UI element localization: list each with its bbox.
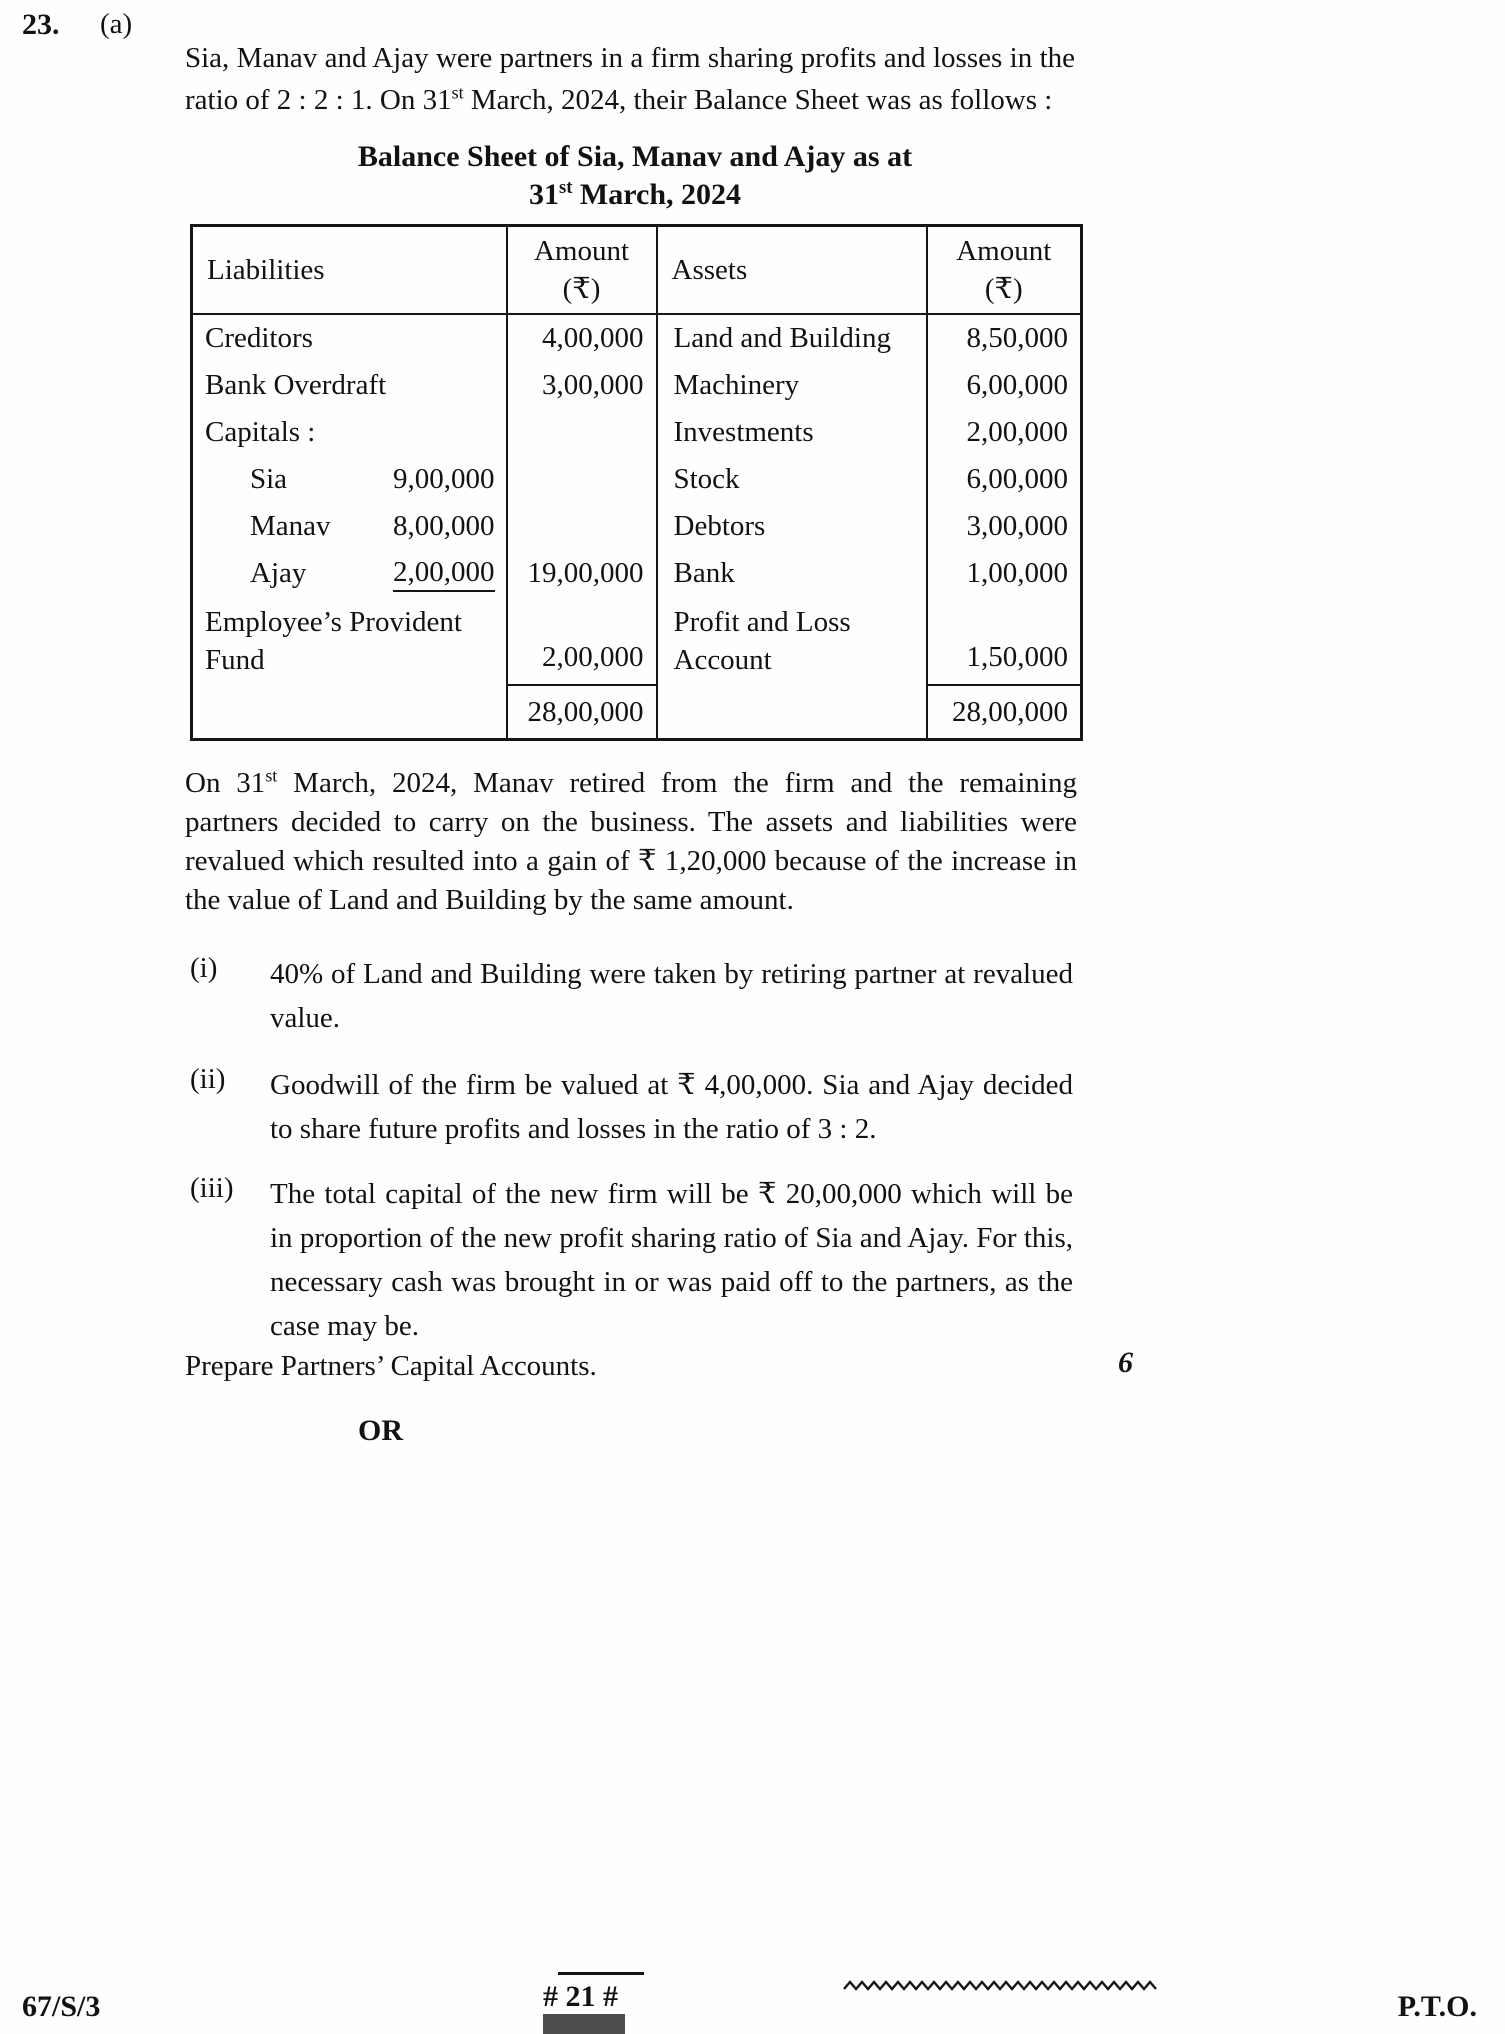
liability-amount-cell: 19,00,000 bbox=[507, 550, 657, 597]
capital-sub-row bbox=[205, 510, 505, 543]
capital-sub-row bbox=[205, 463, 505, 496]
header-amount-left bbox=[507, 226, 657, 315]
partner-capital-amount: 8,00,000 bbox=[393, 510, 495, 542]
liability-cell bbox=[192, 503, 507, 550]
liability-cell bbox=[192, 550, 507, 597]
table-total-row bbox=[192, 685, 1082, 740]
asset-amount-cell: 6,00,000 bbox=[927, 362, 1082, 409]
marks-value: 6 bbox=[1118, 1346, 1133, 1379]
liability-amount-cell: 2,00,000 bbox=[507, 597, 657, 685]
liability-amount-cell: 4,00,000 bbox=[507, 314, 657, 362]
retirement-paragraph bbox=[185, 764, 1077, 920]
table-row bbox=[192, 409, 1082, 456]
ordinal-superscript: st bbox=[451, 82, 464, 103]
partner-capital-amount: 9,00,000 bbox=[393, 463, 495, 495]
asset-cell: Land and Building bbox=[657, 314, 927, 362]
page-number-rule bbox=[558, 1972, 644, 1975]
pto-label: P.T.O. bbox=[1397, 1990, 1477, 2023]
title-date-cont: March, 2024 bbox=[572, 178, 742, 211]
rupee-symbol: (₹) bbox=[562, 273, 601, 305]
table-row bbox=[192, 314, 1082, 362]
liability-cell: Bank Overdraft bbox=[205, 369, 387, 401]
or-separator: OR bbox=[358, 1414, 403, 1447]
condition-ii-label: (ii) bbox=[190, 1063, 226, 1095]
condition-i-label: (i) bbox=[190, 952, 218, 984]
liability-cell: Employee’s Provident Fund bbox=[205, 606, 462, 676]
page-number: # 21 # bbox=[543, 1980, 618, 2013]
intro-text-cont: March, 2024, their Balance Sheet was as follows : bbox=[463, 84, 1053, 116]
partner-capital-amount: 2,00,000 bbox=[393, 556, 495, 592]
assets-total-cell: 28,00,000 bbox=[927, 685, 1082, 740]
partner-name: Manav bbox=[250, 510, 331, 542]
paragraph-text-cont: March, 2024, Manav retired from the firm and the remaining partners decided to carry on the business. The assets and liabilities were revalued which resulted into a gain of ₹ 1,20,000 because of the increase in the value of Land and Building by the same amount. bbox=[185, 767, 1077, 916]
liabilities-total-cell: 28,00,000 bbox=[507, 685, 657, 740]
asset-amount-cell: 6,00,000 bbox=[927, 456, 1082, 503]
liability-cell: Creditors bbox=[205, 322, 313, 354]
question-number: 23. bbox=[22, 8, 60, 41]
instruction-text: Prepare Partners’ Capital Accounts. bbox=[185, 1350, 597, 1382]
header-liabilities: Liabilities bbox=[192, 226, 507, 315]
capital-sub-row bbox=[205, 556, 505, 592]
scan-artifact-block bbox=[543, 2014, 625, 2034]
asset-cell-empty bbox=[657, 685, 927, 740]
condition-ii-text: Goodwill of the firm be valued at ₹ 4,00,000. Sia and Ajay decided to share future profits and losses in the ratio of 3 : 2. bbox=[270, 1069, 1073, 1145]
condition-iii-text: The total capital of the new firm will be ₹ 20,00,000 which will be in proportion of the new profit sharing ratio of Sia and Ajay. For this, necessary cash was brought in or was paid off to the partners, as the case may be. bbox=[270, 1178, 1073, 1342]
balance-sheet-table bbox=[190, 224, 1083, 741]
squiggle-line bbox=[843, 1976, 1157, 1994]
rupee-symbol: (₹) bbox=[984, 273, 1023, 305]
asset-amount-cell: 1,00,000 bbox=[927, 550, 1082, 597]
asset-cell: Debtors bbox=[657, 503, 927, 550]
liability-amount-cell: 3,00,000 bbox=[507, 362, 657, 409]
paper-code: 67/S/3 bbox=[22, 1990, 101, 2023]
table-row bbox=[192, 456, 1082, 503]
table-row bbox=[192, 597, 1082, 685]
asset-cell: Machinery bbox=[657, 362, 927, 409]
question-intro bbox=[185, 37, 1075, 121]
balance-sheet-title bbox=[190, 138, 1080, 214]
header-amount-label: Amount bbox=[956, 235, 1052, 267]
liability-cell: Capitals : bbox=[205, 416, 316, 448]
asset-cell: Profit and Loss Account bbox=[657, 597, 927, 685]
partner-name: Sia bbox=[250, 463, 288, 495]
liability-cell bbox=[192, 456, 507, 503]
header-assets: Assets bbox=[657, 226, 927, 315]
liability-amount-cell bbox=[507, 456, 657, 503]
balance-sheet-title-line1: Balance Sheet of Sia, Manav and Ajay as at bbox=[357, 140, 913, 173]
asset-amount-cell: 2,00,000 bbox=[927, 409, 1082, 456]
table-header-row bbox=[192, 226, 1082, 315]
paragraph-text: On 31 bbox=[185, 767, 266, 799]
asset-cell: Stock bbox=[657, 456, 927, 503]
title-date: 31 bbox=[528, 178, 559, 211]
liability-amount-cell bbox=[507, 409, 657, 456]
asset-cell: Bank bbox=[657, 550, 927, 597]
liability-cell-empty bbox=[192, 685, 507, 740]
partner-name: Ajay bbox=[250, 557, 307, 589]
table-row bbox=[192, 362, 1082, 409]
table-row bbox=[192, 503, 1082, 550]
asset-amount-cell: 8,50,000 bbox=[927, 314, 1082, 362]
liability-amount-cell bbox=[507, 503, 657, 550]
header-amount-label: Amount bbox=[533, 235, 630, 267]
question-part-label: (a) bbox=[100, 8, 133, 40]
ordinal-superscript: st bbox=[558, 177, 573, 198]
asset-cell: Investments bbox=[657, 409, 927, 456]
condition-iii-label: (iii) bbox=[190, 1172, 234, 1204]
balance-sheet-title-line2 bbox=[190, 176, 1080, 214]
asset-amount-cell: 1,50,000 bbox=[927, 597, 1082, 685]
asset-amount-cell: 3,00,000 bbox=[927, 503, 1082, 550]
ordinal-superscript: st bbox=[265, 765, 278, 786]
condition-i-text: 40% of Land and Building were taken by retiring partner at revalued value. bbox=[270, 958, 1073, 1034]
intro-text: Sia, Manav and Ajay were partners in a firm sharing profits and losses in the ratio of 2 : 2 : 1. On 31 bbox=[185, 42, 1075, 116]
header-amount-right bbox=[927, 226, 1082, 315]
table-row bbox=[192, 550, 1082, 597]
